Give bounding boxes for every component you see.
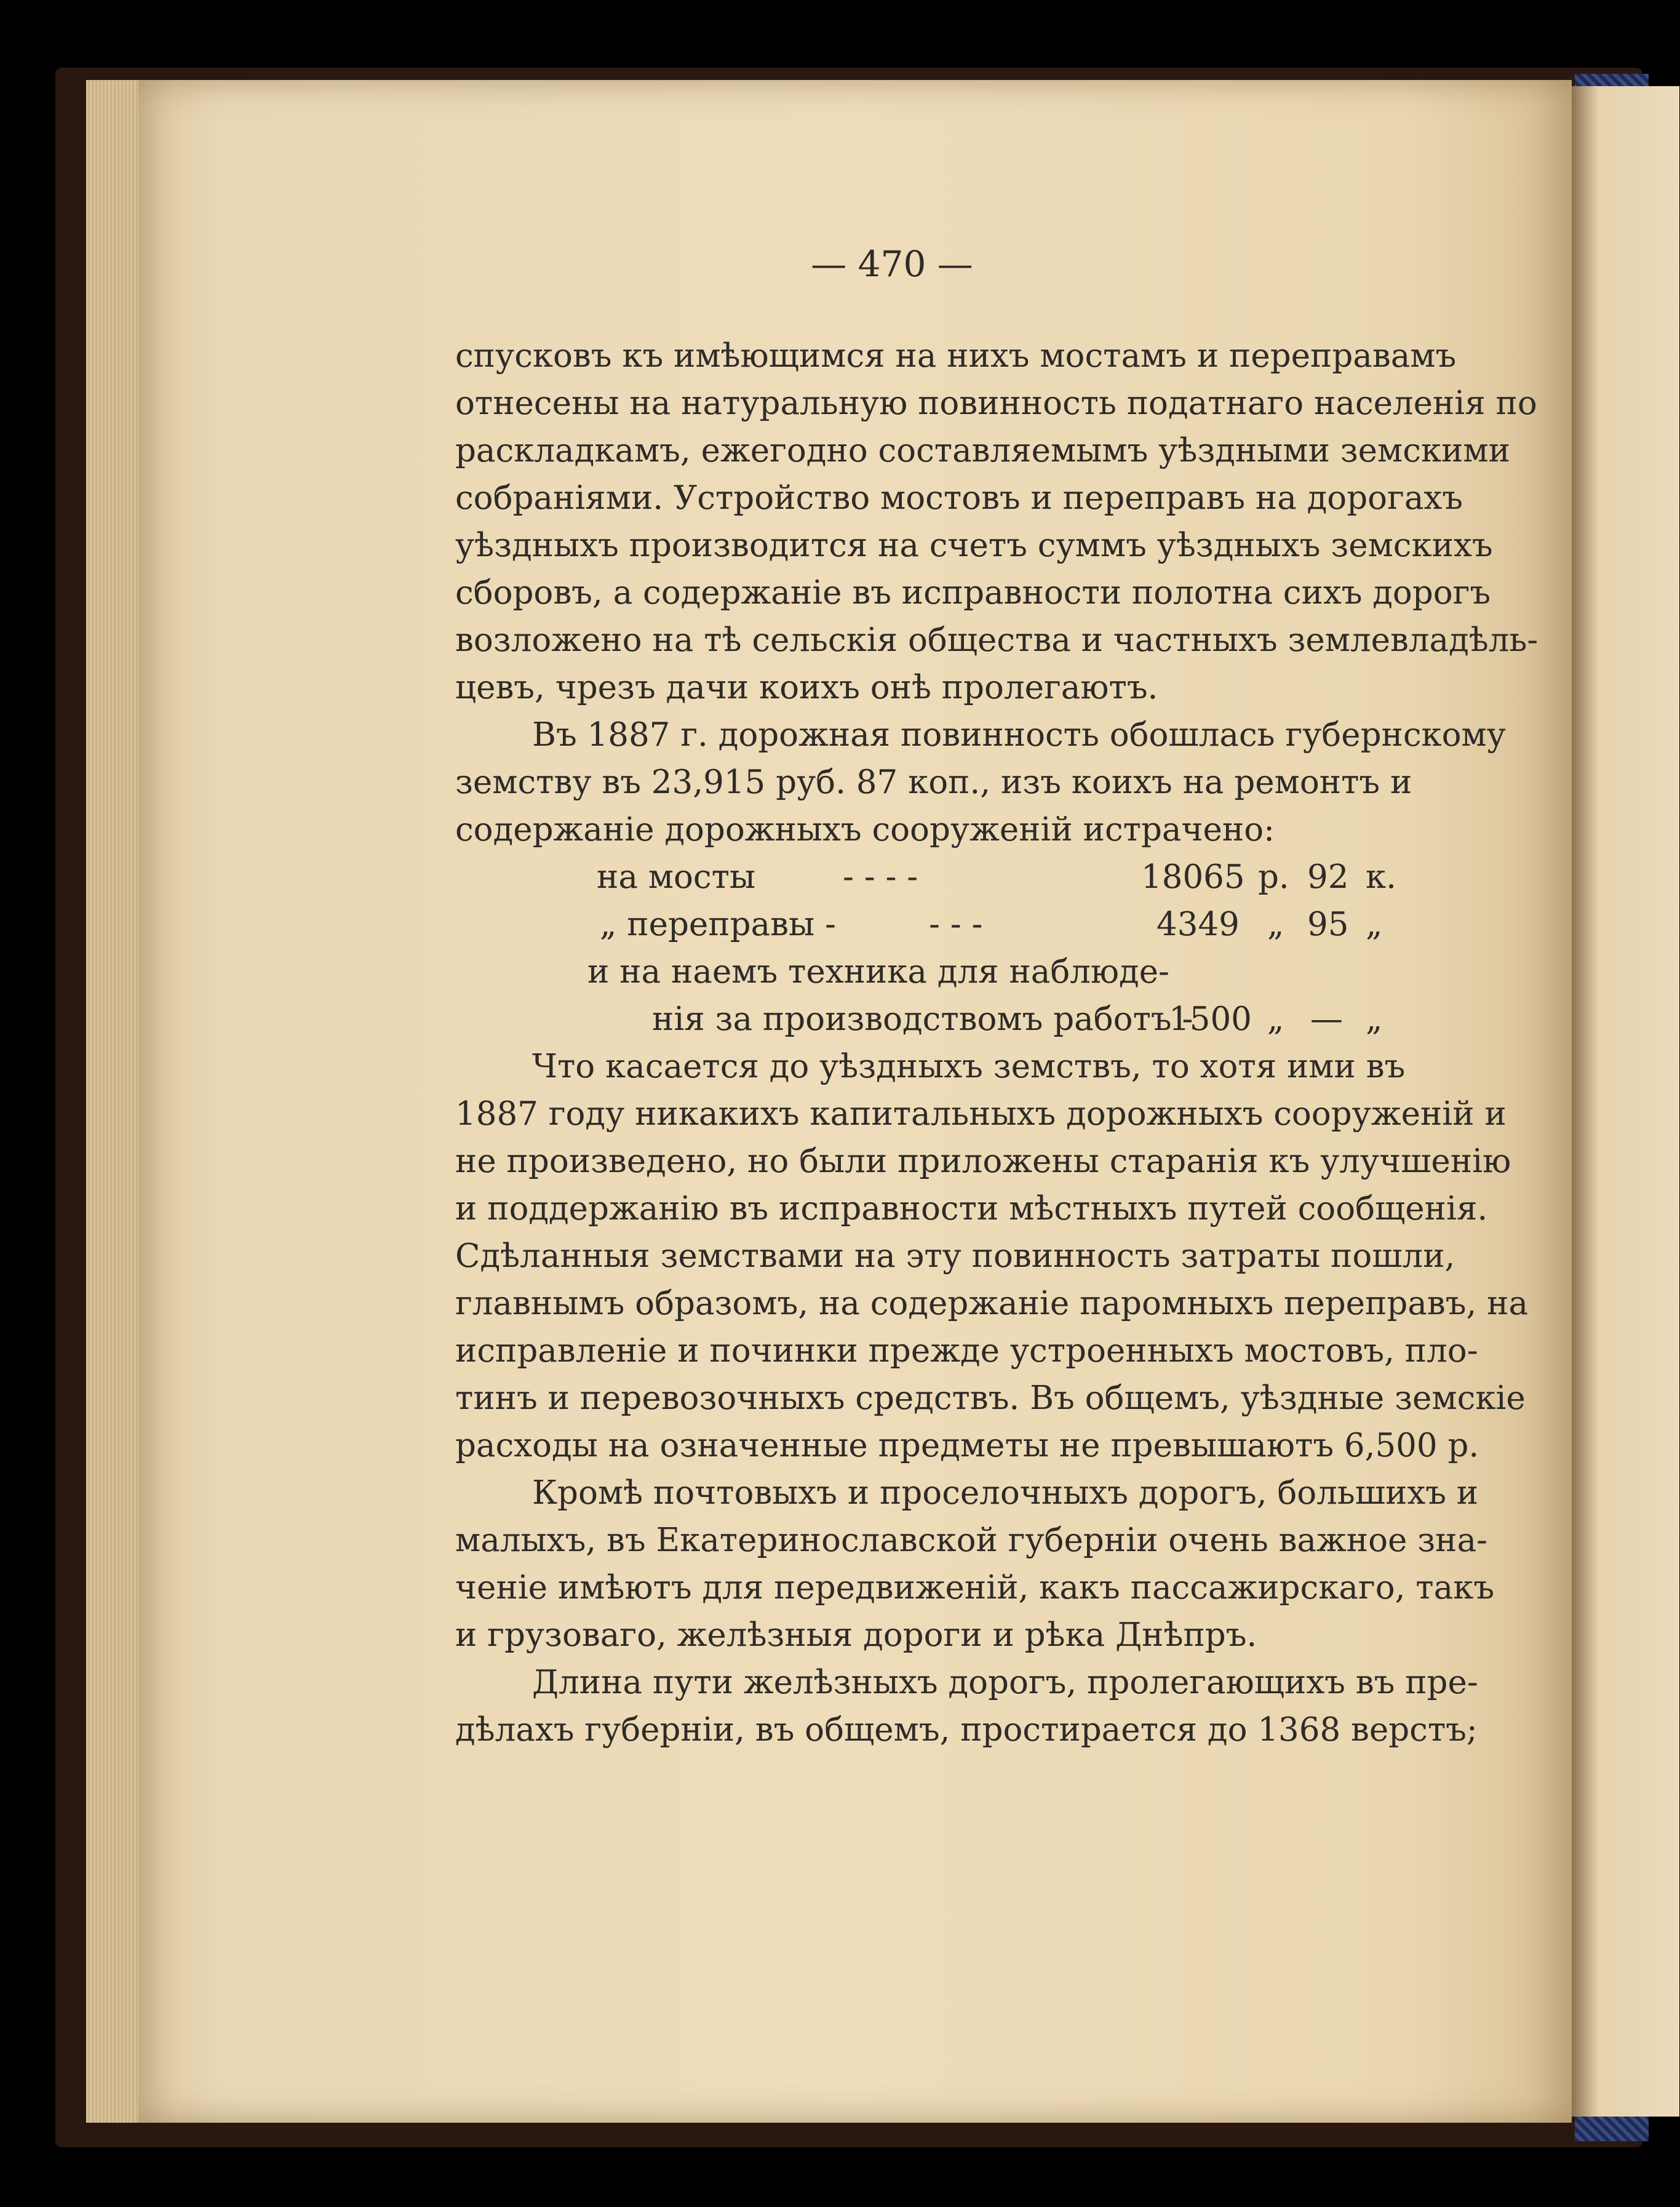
expense-label: на мосты <box>597 858 756 896</box>
expense-label: нія за производствомъ работъ - <box>652 1000 1193 1038</box>
expense-unit: р. <box>1258 858 1289 896</box>
expense-row <box>455 901 1403 948</box>
text-line: уѣздныхъ производится на счетъ суммъ уѣздныхъ земскихъ <box>455 527 1493 564</box>
text-line: содержаніе дорожныхъ сооруженій истрачено: <box>455 811 1275 848</box>
text-line: спусковъ къ имѣющимся на нихъ мостамъ и переправамъ <box>455 337 1457 375</box>
text-line: возложено на тѣ сельскія общества и частныхъ землевладѣль- <box>455 621 1539 659</box>
text-line: главнымъ образомъ, на содержаніе паромныхъ переправъ, на <box>455 1285 1529 1322</box>
expense-amount: 4349 <box>1156 906 1240 943</box>
expense-label: и на наемъ техника для наблюде- <box>587 953 1169 991</box>
text-line: отнесены на натуральную повинность податнаго населенія по <box>455 385 1537 422</box>
expense-row <box>455 996 1403 1043</box>
expense-unit: „ <box>1366 1000 1383 1038</box>
text-line: Что касается до уѣздныхъ земствъ, то хотя ими въ <box>532 1048 1406 1085</box>
expense-row <box>455 948 1403 996</box>
text-line: исправленіе и починки прежде устроенныхъ мостовъ, пло- <box>455 1332 1478 1370</box>
text-line: не произведено, но были приложены старанія къ улучшенію <box>455 1143 1511 1180</box>
expense-amount: 1500 <box>1169 1000 1252 1038</box>
expense-dashes: - - - - <box>843 858 918 896</box>
expense-unit: „ <box>1267 906 1284 943</box>
text-line: Въ 1887 г. дорожная повинность обошлась губернскому <box>532 716 1506 754</box>
next-page-edge <box>1572 86 1679 2117</box>
expense-amount: 18065 <box>1141 858 1245 896</box>
expense-cents: — <box>1310 1000 1343 1038</box>
text-line: и поддержанію въ исправности мѣстныхъ путей сообщенія. <box>455 1190 1488 1227</box>
text-line: расходы на означенные предметы не превышаютъ 6,500 р. <box>455 1427 1479 1464</box>
text-line: дѣлахъ губерніи, въ общемъ, простирается до 1368 верстъ; <box>455 1711 1478 1749</box>
text-line: Сдѣланныя земствами на эту повинность затраты пошли, <box>455 1237 1455 1275</box>
text-line: земству въ 23,915 руб. 87 коп., изъ коихъ на ремонтъ и <box>455 764 1412 801</box>
text-line: и грузоваго, желѣзныя дороги и рѣка Днѣпръ. <box>455 1616 1257 1654</box>
text-line: сборовъ, а содержаніе въ исправности полотна сихъ дорогъ <box>455 574 1491 612</box>
text-line: 1887 году никакихъ капитальныхъ дорожныхъ сооруженій и <box>455 1095 1507 1133</box>
expense-cents: 95 <box>1307 906 1349 943</box>
expense-label: „ переправы - <box>600 906 836 943</box>
expense-row <box>455 853 1403 901</box>
text-line: Кромѣ почтовыхъ и проселочныхъ дорогъ, большихъ и <box>532 1474 1479 1512</box>
expense-unit: „ <box>1366 906 1383 943</box>
page-number: — 470 — <box>811 243 973 285</box>
text-line: раскладкамъ, ежегодно составляемымъ уѣздными земскими <box>455 432 1510 469</box>
expense-unit: к. <box>1366 858 1396 896</box>
text-line: цевъ, чрезъ дачи коихъ онѣ пролегаютъ. <box>455 669 1158 706</box>
expense-dashes: - - - <box>929 906 983 943</box>
expense-unit: „ <box>1267 1000 1284 1038</box>
text-line: Длина пути желѣзныхъ дорогъ, пролегающихъ въ пре- <box>532 1664 1478 1701</box>
text-line: ченіе имѣютъ для передвиженій, какъ пассажирскаго, такъ <box>455 1569 1495 1606</box>
text-body <box>455 332 1539 1754</box>
text-line: тинъ и перевозочныхъ средствъ. Въ общемъ, уѣздные земскіе <box>455 1379 1526 1417</box>
expense-cents: 92 <box>1307 858 1349 896</box>
text-line: малыхъ, въ Екатеринославской губерніи очень важное зна- <box>455 1522 1487 1559</box>
text-line: собраніями. Устройство мостовъ и переправъ на дорогахъ <box>455 479 1463 517</box>
